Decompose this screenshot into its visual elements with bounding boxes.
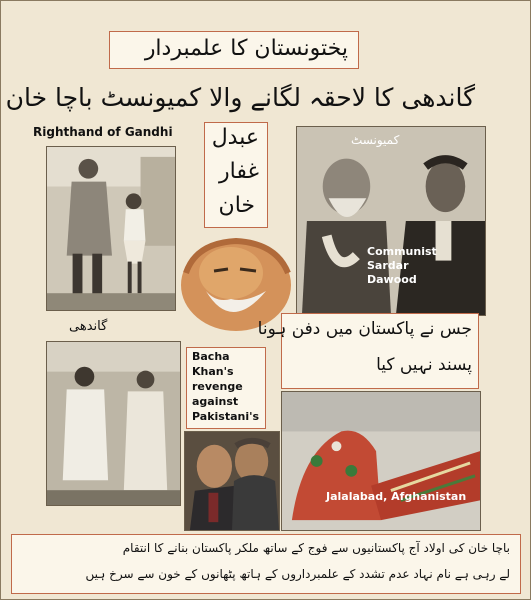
photo-leaders-embrace [184,431,280,531]
photo-gandhi-walking [46,341,181,506]
revenge-line-4: against [192,395,239,408]
gandhi-caption: گاندھی [69,319,108,334]
revenge-line-1: Bacha [192,350,230,363]
title-text: پختونستان کا علمبردار [144,36,348,61]
communist-en-line-3: Dawood [367,273,417,286]
jalalabad-caption: Jalalabad, Afghanistan [326,490,467,503]
bottom-text-box [11,534,521,594]
burial-line-2: پسند نہیں کیا [376,355,472,375]
revenge-line-5: Pakistani's [192,410,260,423]
revenge-line-3: revenge [192,380,243,393]
photo-jalalabad-grave [281,391,481,531]
bottom-line-1: باچا خان کی اولاد آج پاکستانیوں سے فوج کے ساتھ ملکر پاکستان بنانے کا انتقام [122,541,510,555]
name-box [204,122,268,228]
communist-urdu-caption: کمیونسٹ [351,133,400,147]
title-box [109,31,359,69]
name-line-2: غفار [219,159,259,184]
burial-line-1: جس نے پاکستان میں دفن ہونا [257,319,472,339]
revenge-box [186,347,266,429]
photo-bacha-khan-gandhi [46,146,176,311]
communist-en-line-1: Communist [367,245,437,258]
burial-quote-box [257,313,479,389]
bottom-line-2: لے رہی ہے نام نہاد عدم تشدد کے علمبرداروں کے ہاتھ پٹھانوں کے خون سے سرخ ہیں [85,567,510,581]
name-line-3: خان [218,193,255,218]
revenge-line-2: Khan's [192,365,234,378]
subtitle-text: گاندھی کا لاحقہ لگانے والا کمیونسٹ باچا خان [5,83,475,112]
communist-en-line-2: Sardar [367,259,409,272]
name-line-1: عبدل [211,125,259,150]
photo-communist-dawood [296,126,486,316]
righthand-caption: Righthand of Gandhi [33,125,173,139]
